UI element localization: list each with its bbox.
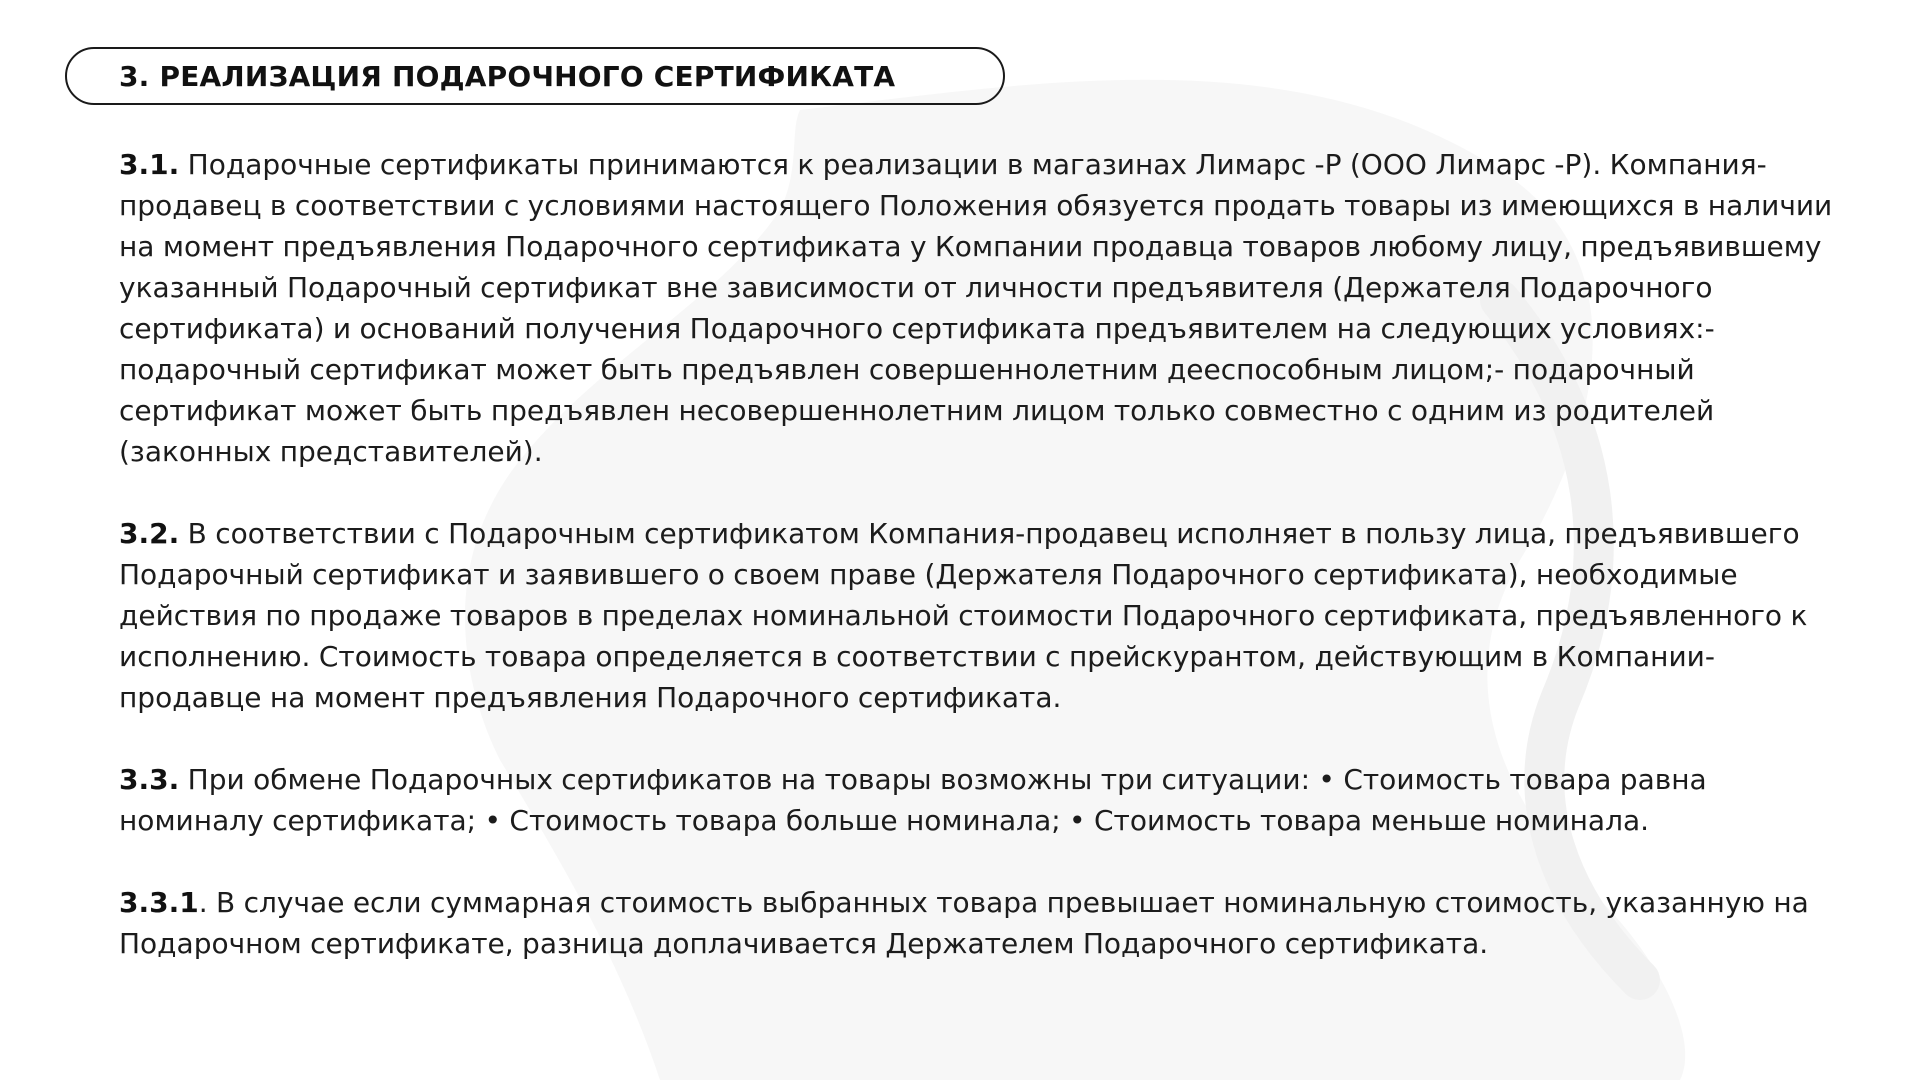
paragraph-text: В соответствии с Подарочным сертификатом Компания-продавец исполняет в пользу лица, предъявившего Подарочный сертификат и заявившего о своем праве (Держателя Подарочного сертификата), необходимые действия по продаже товаров в пределах номинальной стоимости Подарочного сертификата, предъявленного к исполнению. Стоимость товара определяется в соответствии с прейскурантом, действующим в Компании-продавце на момент предъявления Подарочного сертификата. [119,517,1808,714]
paragraph-3-3 [119,759,1839,841]
paragraph-text: При обмене Подарочных сертификатов на товары возможны три ситуации: • Стоимость товара равна номиналу сертификата; • Стоимость товара больше номинала; • Стоимость товара меньше номинала. [119,763,1707,837]
paragraph-number: 3.1. [119,148,180,181]
paragraph-3-3-1 [119,882,1839,964]
paragraph-text: Подарочные сертификаты принимаются к реализации в магазинах Лимарс -Р (ООО Лимарс -Р). Компания-продавец в соответствии с условиями настоящего Положения обязуется продать товары из имеющихся в наличии на момент предъявления Подарочного сертификата у Компании продавца товаров любому лицу, предъявившему указанный Подарочный сертификат вне зависимости от личности предъявителя (Держателя Подарочного сертификата) и оснований получения Подарочного сертификата предъявителем на следующих условиях:- подарочный сертификат может быть предъявлен совершеннолетним дееспособным лицом;- подарочный сертификат может быть предъявлен несовершеннолетним лицом только совместно с одним из родителей (законных представителей). [119,148,1833,468]
paragraph-number: 3.3. [119,763,180,796]
section-header [65,47,1005,105]
paragraph-number: 3.2. [119,517,180,550]
paragraph-number: 3.3.1 [119,886,199,919]
section-content [119,144,1839,1005]
paragraph-3-2 [119,513,1839,718]
paragraph-3-1 [119,144,1839,472]
paragraph-text: . В случае если суммарная стоимость выбранных товара превышает номинальную стоимость, указанную на Подарочном сертификате, разница доплачивается Держателем Подарочного сертификата. [119,886,1809,960]
section-title: 3. РЕАЛИЗАЦИЯ ПОДАРОЧНОГО СЕРТИФИКАТА [119,59,896,93]
